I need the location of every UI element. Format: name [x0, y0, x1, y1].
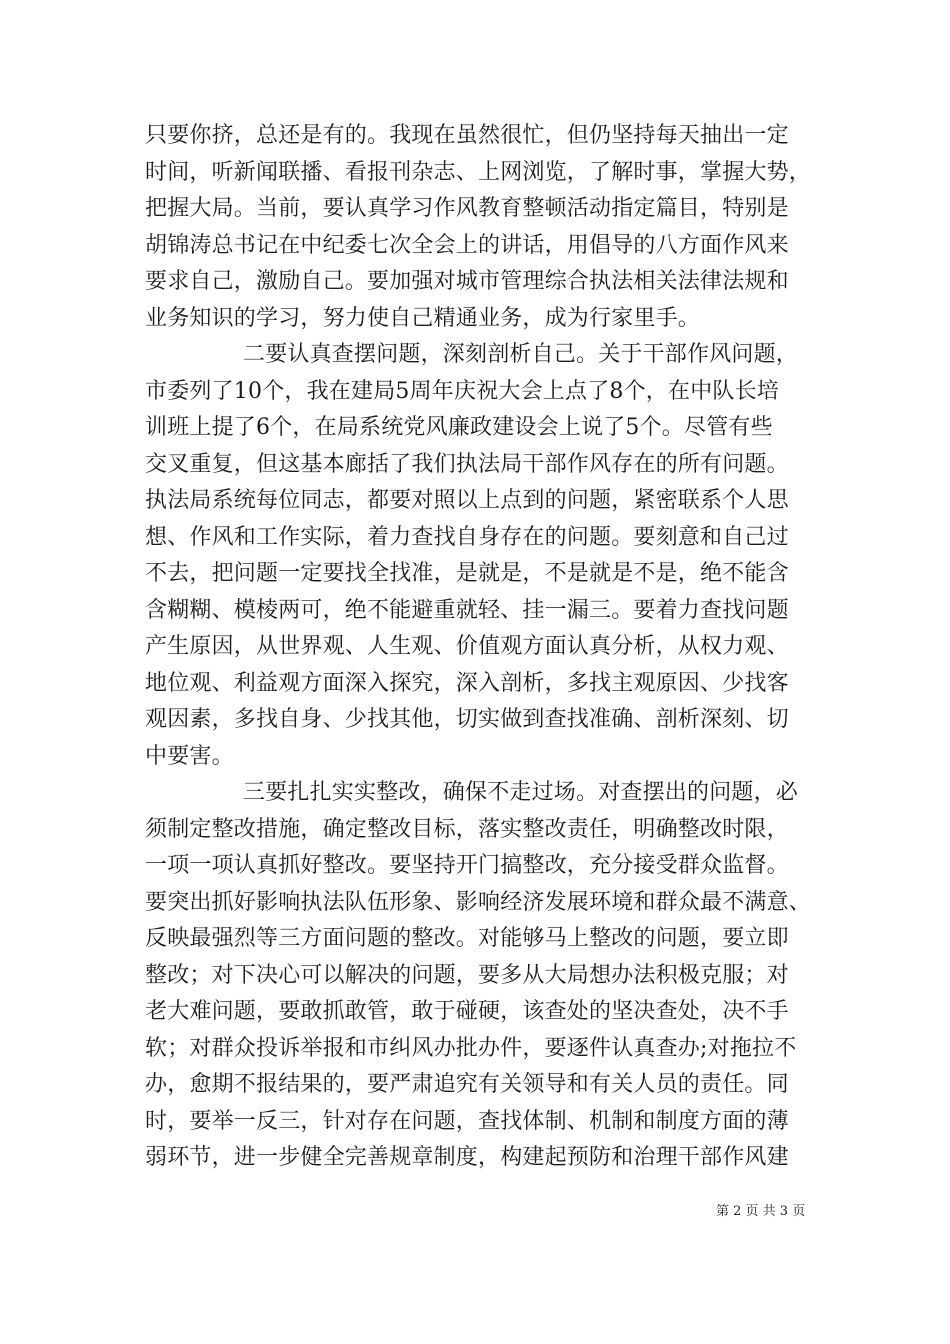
- text-line: 弱环节，进一步健全完善规章制度，构建起预防和治理干部作风建: [145, 1145, 789, 1170]
- text-line: 要突出抓好影响执法队伍形象、影响经济发展环境和群众最不满意、: [145, 889, 812, 915]
- text-line: 观因素，多找自身、少找其他，切实做到查找准确、剖析深刻、切: [145, 707, 789, 732]
- text-line: 产生原因，从世界观、人生观、价值观方面认真分析，从权力观、: [145, 634, 789, 659]
- text-line: 训班上提了6个，在局系统党风廉政建设会上说了5个。尽管有些: [145, 415, 773, 440]
- text-line: 整改；对下决心可以解决的问题，要多从大局想办法积极克服；对: [145, 962, 789, 988]
- text-line: 一项一项认真抓好整改。要坚持开门搞整改，充分接受群众监督。: [145, 853, 789, 878]
- text-line: 含糊糊、模棱两可，绝不能避重就轻、挂一漏三。要着力查找问题: [145, 597, 789, 623]
- text-line: 胡锦涛总书记在中纪委七次全会上的讲话，用倡导的八方面作风来: [145, 232, 789, 258]
- text-line: 地位观、利益观方面深入探究，深入剖析，多找主观原因、少找客: [145, 670, 789, 696]
- text-line: 业务知识的学习，努力使自己精通业务，成为行家里手。: [145, 305, 701, 331]
- text-line: 不去，把问题一定要找全找准，是就是，不是就是不是，绝不能含: [145, 561, 789, 586]
- paragraph-start-line: 三要扎扎实实整改，确保不走过场。对查摆出的问题，必: [243, 780, 799, 805]
- page-number-footer: 第 2 页 共 3 页: [716, 1204, 806, 1219]
- text-line: 软；对群众投诉举报和市纠风办批办件，要逐件认真查办;对拖拉不: [145, 1035, 797, 1061]
- text-line: 只要你挤，总还是有的。我现在虽然很忙，但仍坚持每天抽出一定: [145, 123, 789, 148]
- text-line: 办，愈期不报结果的，要严肃追究有关领导和有关人员的责任。同: [145, 1072, 789, 1097]
- text-line: 交叉重复，但这基本廊括了我们执法局干部作风存在的所有问题。: [145, 451, 789, 477]
- text-line: 中要害。: [145, 743, 234, 769]
- paragraph-start-line: 二要认真查摆问题，深刻剖析自己。关于干部作风问题，: [243, 342, 799, 367]
- text-line: 时间，听新闻联播、看报刊杂志、上网浏览，了解时事，掌握大势，: [145, 159, 812, 185]
- body-text: [145, 118, 813, 1177]
- text-line: 想、作风和工作实际，着力查找自身存在的问题。要刻意和自己过: [145, 524, 789, 550]
- text-line: 老大难问题，要敢抓敢管，敢于碰硬，该查处的坚决查处，决不手: [145, 999, 789, 1024]
- text-line: 把握大局。当前，要认真学习作风教育整顿活动指定篇目，特别是: [145, 196, 789, 221]
- text-line: 执法局系统每位同志，都要对照以上点到的问题，紧密联系个人思: [145, 488, 789, 513]
- text-line: 须制定整改措施，确定整改目标，落实整改责任，明确整改时限，: [145, 816, 789, 842]
- text-line: 时，要举一反三，针对存在问题，查找体制、机制和制度方面的薄: [145, 1108, 789, 1134]
- text-line: 反映最强烈等三方面问题的整改。对能够马上整改的问题，要立即: [145, 926, 789, 951]
- text-line: 要求自己，激励自己。要加强对城市管理综合执法相关法律法规和: [145, 269, 789, 294]
- text-line: 市委列了10个，我在建局5周年庆祝大会上点了8个，在中队长培: [145, 378, 779, 404]
